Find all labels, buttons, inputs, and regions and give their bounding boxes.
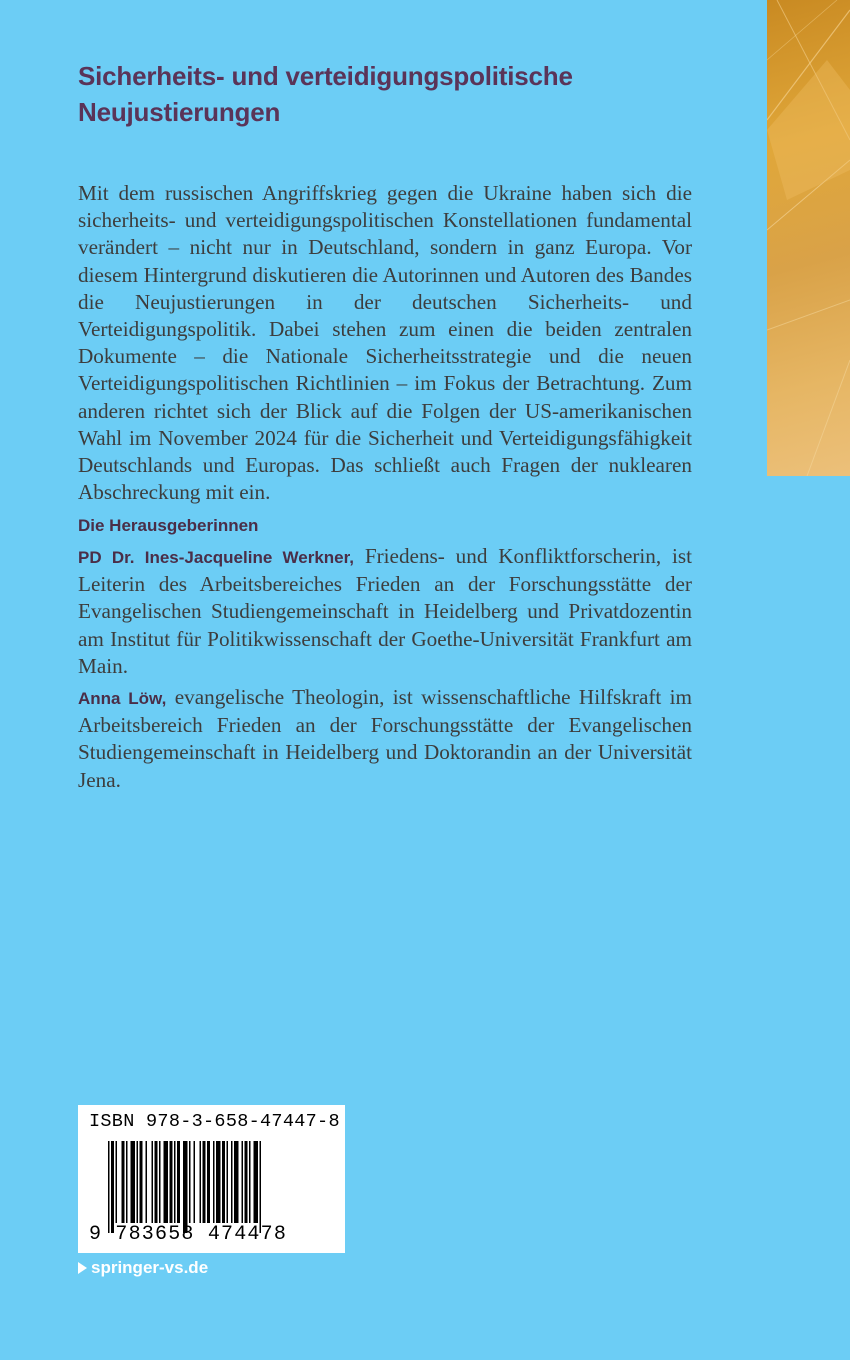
publisher-website-label: springer-vs.de (91, 1258, 209, 1277)
editor-name-loew: Anna Löw, (78, 689, 167, 708)
barcode-bar (111, 1141, 114, 1233)
arrow-right-icon (78, 1262, 87, 1274)
barcode-bar (170, 1141, 173, 1223)
barcode-bar (131, 1141, 136, 1223)
barcode-bar (183, 1141, 188, 1233)
barcode-bar (122, 1141, 125, 1223)
editors-heading: Die Herausgeberinnen (78, 516, 259, 535)
barcode-bar (216, 1141, 221, 1223)
barcode-bar (203, 1141, 206, 1223)
decorative-cover-strip (767, 0, 850, 476)
isbn-label: ISBN 978-3-658-47447-8 (89, 1111, 340, 1132)
barcode-bar (242, 1141, 244, 1223)
barcode-bar (222, 1141, 225, 1223)
barcode-bar (189, 1141, 191, 1223)
barcode-bar (174, 1141, 176, 1223)
book-blurb: Mit dem russischen Angriffskrieg gegen die Ukraine haben sich die sicherheits- und verteidigungspolitischen Konstellationen fundamental verändert – nicht nur in Deutschland, sondern in ganz Europa. Vor diesem Hintergrund diskutieren die Autorinnen und Autoren des Bandes die Neujustierungen in der deutschen Sicherheits- und Verteidigungspolitik. Dabei stehen zum einen die beiden zentralen Dokumente – die Nationale Sicherheitsstrategie und die neuen Verteidigungspolitischen Richtlinien – im Fokus der Betrachtung. Zum anderen richtet sich der Blick auf die Folgen der US-amerikanischen Wahl im November 2024 für die Sicherheit und Verteidigungsfähigkeit Deutschlands und Europas. Das schließt auch Fragen der nuklearen Abschreckung mit ein. (78, 181, 692, 505)
barcode-bar (194, 1141, 196, 1223)
barcode-bar (177, 1141, 180, 1223)
barcode-bar (213, 1141, 215, 1223)
barcode-bar (126, 1141, 128, 1223)
barcode-bar (207, 1141, 210, 1223)
barcode-bar (152, 1141, 154, 1223)
isbn-barcode-box (78, 1105, 345, 1253)
editor-name-werkner: PD Dr. Ines-Jacqueline Werkner, (78, 548, 355, 567)
editor-bio-werkner (78, 543, 692, 680)
cover-pattern (767, 0, 850, 476)
publisher-website[interactable] (78, 1258, 208, 1278)
barcode-bar (137, 1141, 139, 1223)
editor-bio-text-werkner: Friedens- und Konfliktforscherin, ist Leiterin des Arbeitsbereiches Frieden an der Forschungsstätte der Evangelischen Studiengemeinschaft in Heidelberg und Privatdozentin am Institut für Politikwissenschaft der Goethe-Universität Frankfurt am Main. (78, 544, 693, 678)
barcode-digits: 9 783658 474478 (89, 1223, 288, 1246)
barcode-bar (227, 1141, 229, 1223)
barcode-bar (249, 1141, 251, 1223)
barcode-bar (140, 1141, 143, 1223)
title-line-2: Neujustierungen (78, 97, 281, 127)
editor-bio-text-loew: evangelische Theologin, ist wissenschaftliche Hilfskraft im Arbeitsbereich Frieden an der Forschungsstätte der Evangelischen Studiengemeinschaft in Heidelberg und Doktorandin an der Universität Jena. (78, 685, 692, 792)
barcode-bar (108, 1141, 110, 1233)
barcode-bar (146, 1141, 148, 1223)
barcode-bar (231, 1141, 233, 1223)
editor-bio-loew (78, 684, 692, 794)
barcode-bar (245, 1141, 248, 1223)
barcode-bar (155, 1141, 158, 1223)
barcode-bar (260, 1141, 262, 1233)
barcode-bar (164, 1141, 169, 1223)
title-line-1: Sicherheits- und verteidigungspolitische (78, 61, 573, 91)
barcode-bar (116, 1141, 118, 1223)
barcode-bar (159, 1141, 161, 1223)
barcode-bar (234, 1141, 239, 1223)
back-cover-title (78, 58, 678, 130)
barcode-bar (200, 1141, 202, 1223)
barcode-bar (254, 1141, 259, 1223)
